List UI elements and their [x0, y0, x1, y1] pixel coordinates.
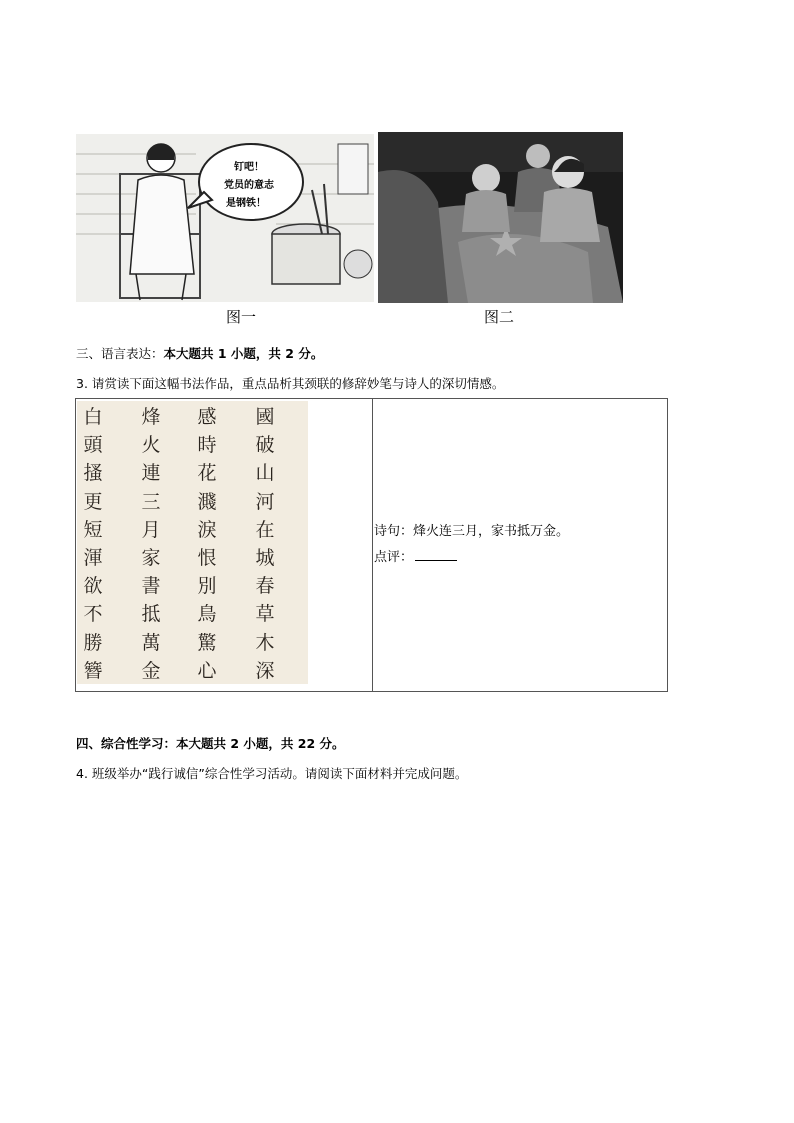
calligraphy-char: 深: [255, 659, 275, 682]
calligraphy-char: 烽: [141, 406, 161, 428]
section-3-heading: [76, 344, 323, 362]
section-3-heading-bold: 本大题共 1 小题，共 2 分。: [163, 346, 324, 361]
calligraphy-char: 短: [83, 518, 103, 541]
comment-answer-blank[interactable]: [415, 550, 457, 561]
section-4-heading-bold: 本大题共 2 小题，共 22 分。: [176, 736, 345, 751]
calligraphy-char: 心: [197, 659, 217, 682]
illustration-drawing: [76, 134, 374, 302]
calligraphy-column-2: [137, 403, 165, 685]
calligraphy-char: 連: [141, 462, 161, 485]
calligraphy-char: 驚: [197, 631, 217, 654]
section-4-heading: [76, 734, 345, 752]
calligraphy-char: 淚: [197, 518, 217, 541]
table-column-divider: [372, 399, 373, 691]
calligraphy-char: 更: [83, 490, 103, 513]
calligraphy-char: 欲: [83, 575, 103, 598]
calligraphy-column-4: [251, 403, 279, 685]
calligraphy-char: 家: [141, 546, 161, 569]
calligraphy-char: 城: [255, 546, 275, 569]
calligraphy-char: 簪: [83, 659, 103, 682]
calligraphy-char: 春: [255, 575, 275, 598]
poem-line: [374, 520, 569, 539]
speech-line-3: 是钢铁！: [226, 198, 266, 209]
calligraphy-char: 濺: [197, 490, 217, 513]
calligraphy-column-1: [79, 403, 107, 685]
calligraphy-char: 時: [197, 434, 217, 457]
calligraphy-char: 感: [197, 406, 217, 428]
calligraphy-char: 渾: [83, 546, 103, 569]
calligraphy-char: 破: [255, 434, 275, 457]
calligraphy-char: 草: [255, 603, 275, 626]
speech-line-1: 钉吧！: [234, 162, 264, 173]
section-3-heading-prefix: 三、语言表达：: [76, 346, 164, 361]
speech-line-2: 党员的意志: [224, 180, 274, 191]
calligraphy-char: 鳥: [197, 603, 217, 626]
calligraphy-char: 國: [255, 406, 275, 428]
calligraphy-char: 在: [255, 518, 275, 541]
figure-two-caption: 图二: [484, 308, 515, 326]
calligraphy-char: 別: [197, 575, 217, 598]
calligraphy-char: 萬: [141, 631, 161, 654]
calligraphy-column-3: [193, 403, 221, 685]
calligraphy-char: 恨: [197, 546, 217, 569]
calligraphy-char: 花: [197, 462, 217, 485]
figure-one-caption: 图一: [226, 308, 257, 326]
calligraphy-char: 金: [141, 659, 161, 682]
photo-scene: [378, 132, 623, 303]
calligraphy-char: 月: [141, 518, 161, 541]
section-4-heading-prefix: 四、综合性学习：: [76, 736, 177, 751]
calligraphy-char: 不: [83, 603, 103, 626]
calligraphy-image: [77, 401, 308, 684]
figure-two-photo: [378, 132, 623, 303]
question-4-text: 4. 班级举办“践行诚信”综合性学习活动。请阅读下面材料并完成问题。: [76, 766, 468, 781]
calligraphy-char: 山: [255, 462, 275, 485]
calligraphy-char: 書: [141, 575, 161, 598]
poem-label: 诗句：: [374, 524, 414, 539]
calligraphy-char: 河: [255, 490, 275, 513]
calligraphy-char: 白: [83, 406, 103, 428]
poem-text: 烽火连三月，家书抵万金。: [413, 524, 570, 539]
comment-line: [374, 546, 457, 565]
answer-table: [75, 398, 668, 692]
calligraphy-char: 頭: [83, 434, 103, 457]
calligraphy-char: 火: [141, 434, 161, 457]
calligraphy-char: 抵: [141, 603, 161, 626]
comment-label: 点评：: [374, 550, 414, 565]
figure-one-illustration: [76, 134, 374, 302]
calligraphy-char: 木: [255, 631, 275, 654]
calligraphy-char: 三: [141, 490, 161, 513]
calligraphy-char: 勝: [83, 631, 103, 654]
calligraphy-char: 搔: [83, 462, 103, 485]
question-3-text: 3. 请赏读下面这幅书法作品，重点品析其颈联的修辞妙笔与诗人的深切情感。: [76, 376, 505, 391]
